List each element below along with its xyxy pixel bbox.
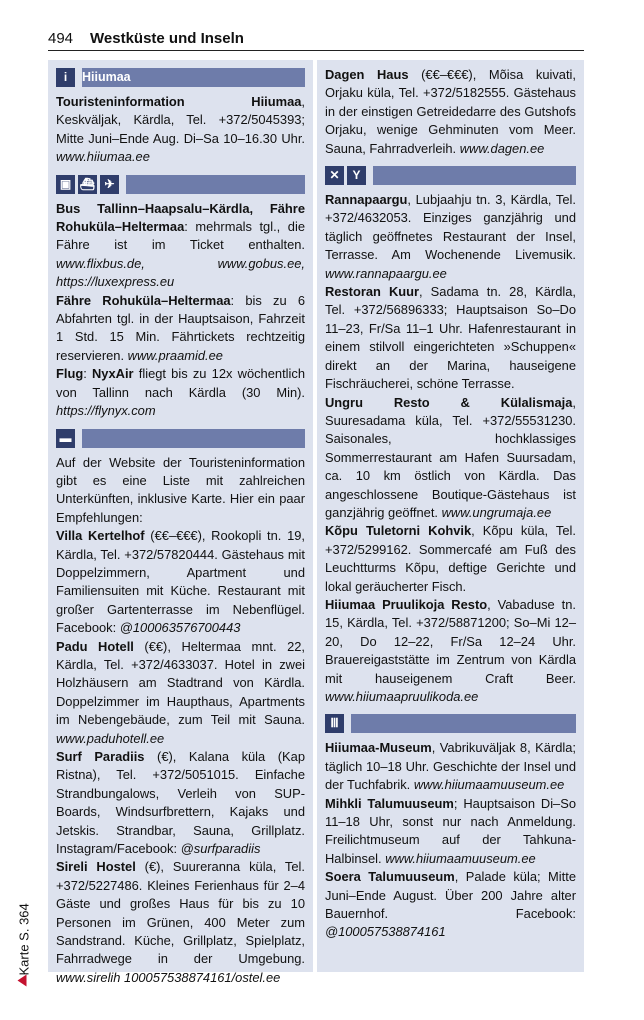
entry-dagen-haus: Dagen Haus (€€–€€€), Mõisa kuivati, Orjaku küla, Tel. +372/5182555. Gästehaus in der einstigen Getreidedarre des Gutshofs Orjaku, wenige Gehminuten vom Meer. Sauna, Fahrradverleih. www.dagen.ee <box>325 67 576 156</box>
entry-stay-intro: Auf der Website der Touristeninformation gibt es eine Liste mit zahlreichen Unterkünften, inklusive Karte. Hier ein paar Empfehlungen: <box>56 454 305 525</box>
info-icon: i <box>56 68 75 87</box>
section-bar-transport <box>56 175 305 194</box>
entry-padu-hotell: Padu Hotell (€€), Heltermaa mnt. 22, Kärdla, Tel. +372/4633037. Hotel in zwei Holzhäusern am Stadtrand von Kärdla. Doppelzimmer im Haupthaus, Apartments im Nebengebäude, zum Teil mit Sauna. www.paduhotell.ee <box>56 638 305 746</box>
cocktail-icon: Y <box>347 166 366 185</box>
link-pruulikoda[interactable]: www.hiiumaapruulikoda.ee <box>325 689 479 704</box>
bed-icon: ▬ <box>56 429 75 448</box>
link-hiiumaa[interactable]: www.hiiumaa.ee <box>56 149 150 165</box>
link-surf[interactable]: @surfparadiis <box>180 841 261 857</box>
right-column <box>317 60 584 972</box>
link-rannapaargu[interactable]: www.rannapaargu.ee <box>325 265 447 281</box>
link-padu[interactable]: www.paduhotell.ee <box>56 730 165 746</box>
page-title: Westküste und Inseln <box>90 30 244 47</box>
section-bar-museum <box>325 714 576 733</box>
entry-rannapaargu: Rannapaargu, Lubjaahju tn. 3, Kärdla, Tel. +372/4632053. Einziges ganzjährig und täglich geöffnetes Restaurant der Insel, Terrasse. Am Wochenende Livemusik. www.rannapaargu.ee <box>325 192 576 281</box>
map-marker-icon <box>18 975 27 987</box>
entry-mihkli: Mihkli Talumuuseum; Hauptsaison Di–So 11–18 Uhr, sonst nur nach Anmeldung. Freilichtmuseum auf der Tahkuna-Halbinsel. www.hiiumaamuuseum.ee <box>325 795 576 866</box>
entry-hiiumaa-museum: Hiiumaa-Museum, Vabrikuväljak 8, Kärdla; täglich 10–18 Uhr. Geschichte der Insel und der Tuchfabrik. www.hiiumaamuuseum.ee <box>325 740 576 793</box>
section-bar-stay <box>56 429 305 448</box>
link-museum[interactable]: www.hiiumaamuuseum.ee <box>413 777 565 793</box>
entry-soera: Soera Talumuuseum, Palade küla; Mitte Juni–Ende August. Über 200 Jahre alter Bauernhof. Facebook: @100057538874161 <box>325 869 576 940</box>
side-map-reference <box>14 878 34 978</box>
link-ungru[interactable]: www.ungrumaja.ee <box>441 504 552 520</box>
entry-flight: Flug: NyxAir fliegt bis zu 12x wöchentlich von Tallinn nach Kärdla (30 Min). https://flynyx.com <box>56 366 305 419</box>
link-dagen[interactable]: www.dagen.ee <box>459 140 545 156</box>
link-mihkli[interactable]: www.hiiumaamuuseum.ee <box>385 850 536 866</box>
entry-pruulikoja: Hiiumaa Pruulikoja Resto, Vabaduse tn. 15, Kärdla, Tel. +372/58871200; So–Mi 12–20, Do 12–22, Fr/Sa 12–24 Uhr. Brauereigaststätte im Zentrum von Kärdla mit hauseigenem Craft Beer. www.hiiumaapruulikoda.ee <box>325 596 576 704</box>
entry-kopu-kohvik: Kõpu Tuletorni Kohvik, Kõpu küla, Tel. +372/5299162. Sommercafé am Fuß des Leuchtturms Kõpu, deftige Gerichte und lokal geräucherter Fisch. <box>325 523 576 594</box>
link-bus[interactable]: www.flixbus.de, www.gobus.ee, https://luxexpress.eu <box>56 255 305 290</box>
entry-ferry: Fähre Rohuküla–Heltermaa: bis zu 6 Abfahrten tgl. in der Hauptsaison, Fahrzeit 1 Std. 15 Min. Fährtickets rechtzeitig reservieren. www.praamid.ee <box>56 292 305 363</box>
link-flight[interactable]: https://flynyx.com <box>56 403 156 419</box>
entry-villa-kertelhof: Villa Kertelhof (€€–€€€), Rookopli tn. 19, Kärdla, Tel. +372/57820444. Gästehaus mit Doppelzimmern, Apartment und Familiensuiten mit Küche. Restaurant mit großer Gartenterrasse im Nebenflügel. Facebook: @100063576700443 <box>56 528 305 636</box>
bus-icon: ▣ <box>56 175 75 194</box>
plane-icon: ✈ <box>100 175 119 194</box>
link-sireli[interactable]: www.sirelih 100057538874161/ostel.ee <box>56 969 281 985</box>
entry-tourist-info: Touristeninformation Hiiumaa, Keskväljak, Kärdla, Tel. +372/5045393; Mitte Juni–Ende Aug. Di–Sa 10–16.30 Uhr. www.hiiumaa.ee <box>56 94 305 165</box>
entry-surf-paradiis: Surf Paradiis (€), Kalana küla (Kap Ristna), Tel. +372/5051015. Einfache Strandbungalows, Verleih von SUP-Boards, Windsurfbrettern, Kajaks und Jetskis. Strandbar, Sauna, Grillplatz. Instagram/Facebook: @surfparadiis <box>56 749 305 857</box>
link-ferry[interactable]: www.praamid.ee <box>127 347 223 363</box>
left-column <box>48 60 313 985</box>
section-bar-food <box>325 166 576 185</box>
link-soera[interactable]: @100057538874161 <box>325 924 446 940</box>
map-reference-label: Karte S. 364 <box>16 903 32 976</box>
page-number: 494 <box>48 30 74 47</box>
section-bar-info <box>56 68 305 87</box>
entry-restoran-kuur: Restoran Kuur, Sadama tn. 28, Kärdla, Tel. +372/56896333; Hauptsaison So–Do 11–23, Fr/Sa 11–1 Uhr. Hafenrestaurant in einem stilvoll eingerichteten »Schuppen« direkt an der Marina, hauseigene Fischräucherei, schöne Terrasse. <box>325 284 577 392</box>
entry-sireli-hostel: Sireli Hostel (€), Suureranna küla, Tel. +372/5227486. Kleines Ferienhaus für 2–4 Gäste und großes Haus für bis zu 10 Personen im Grünen, 400 Meter zum Sandstrand. Küche, Grillplatz, Spielplatz, Fahrradwege in der Umgebung. www.sirelih 100057538874161/ostel.ee <box>56 859 305 985</box>
cutlery-icon: ✕ <box>325 166 344 185</box>
museum-icon: Ⅲ <box>325 714 344 733</box>
section-label-hiiumaa: Hiiumaa <box>82 70 131 84</box>
link-kertelhof[interactable]: @100063576700443 <box>119 620 241 636</box>
entry-ungru-resto: Ungru Resto & Külalismaja, Suuresadama küla, Tel. +372/55531230. Saisonales, hochklassiges Sommerrestaurant am Hafen Suursadam, ca. 10 km östlich von Kärdla. Das angeschlossene Boutique-Gästehaus ist ganzjährig geöffnet. www.ungrumaja.ee <box>325 394 576 520</box>
page-header <box>48 30 584 51</box>
entry-bus: Bus Tallinn–Haapsalu–Kärdla, Fähre Rohuküla–Heltermaa: mehrmals tgl., die Fähre ist im Ticket enthalten. www.flixbus.de, www.gobus.ee, https://luxexpress.eu <box>56 200 305 290</box>
ship-icon: ⛴ <box>78 175 97 194</box>
